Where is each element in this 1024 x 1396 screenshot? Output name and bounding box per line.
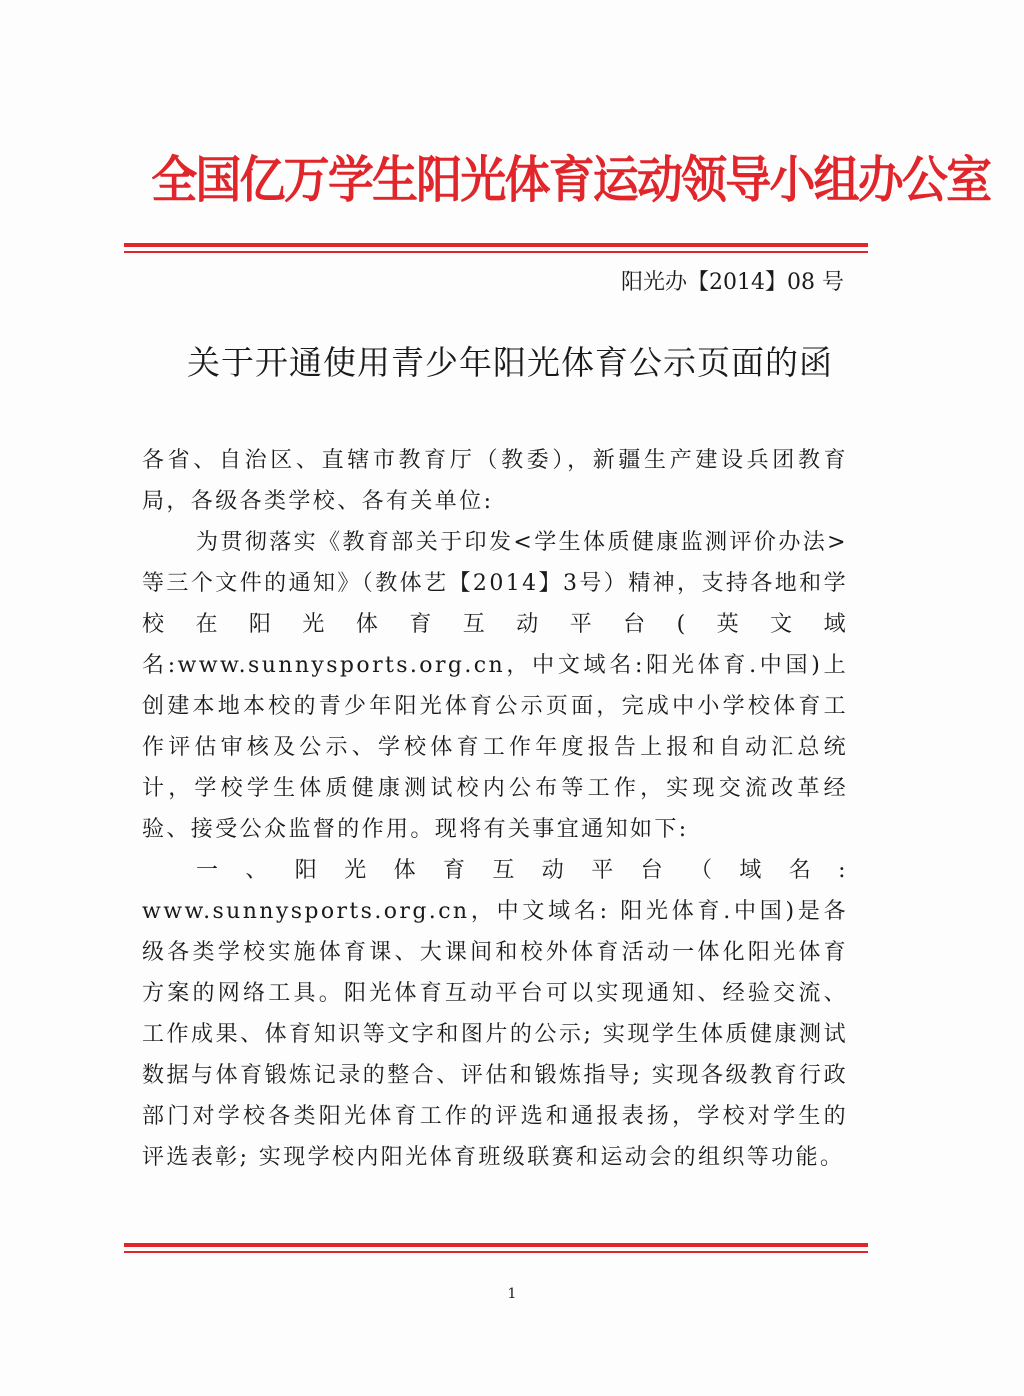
body-paragraph-2: 一、阳光体育互动平台（域名: www.sunnysports.org.cn，中文域名: 阳光体育.中国)是各级各类学校实施体育课、大课间和校外体育活动一体化阳光体育方案的网络工具。阳光体育互动平台可以实现通知、经验交流、工作成果、体育知识等文字和图片的公示; 实现学生体质健康测试数据与体育锻炼记录的整合、评估和锻炼指导; 实现各级教育行政部门对学校各类阳光体育工作的评选和通报表扬，学校对学生的评选表彰; 实现学校内阳光体育班级联赛和运动会的组织等功能。 — [142, 858, 848, 1170]
document-title: 关于开通使用青少年阳光体育公示页面的函 — [187, 343, 833, 382]
footer-rule-thin-line — [124, 1251, 868, 1253]
document-body — [142, 440, 848, 1178]
document-number: 阳光办【2014】08 号 — [621, 270, 844, 295]
header-rule-thin-line — [124, 251, 868, 253]
page-number: 1 — [507, 1286, 517, 1302]
body-paragraph-1: 为贯彻落实《教育部关于印发<学生体质健康监测评价办法>等三个文件的通知》（教体艺【2014】3号）精神，支持各地和学校在阳光体育互动平台(英文域名:www.sunnysports.org.cn，中文域名:阳光体育.中国)上创建本地本校的青少年阳光体育公示页面，完成中小学校体育工作评估审核及公示、学校体育工作年度报告上报和自动汇总统计，学校学生体质健康测试校内公布等工作，实现交流改革经验、接受公众监督的作用。现将有关事宜通知如下: — [142, 530, 848, 842]
header-red-rule — [124, 243, 868, 253]
footer-red-rule — [124, 1243, 868, 1253]
organization-header: 全国亿万学生阳光体育运动领导小组办公室 — [151, 151, 991, 209]
salutation: 各省、自治区、直辖市教育厅（教委），新疆生产建设兵团教育局，各级各类学校、各有关单位: — [142, 448, 848, 514]
